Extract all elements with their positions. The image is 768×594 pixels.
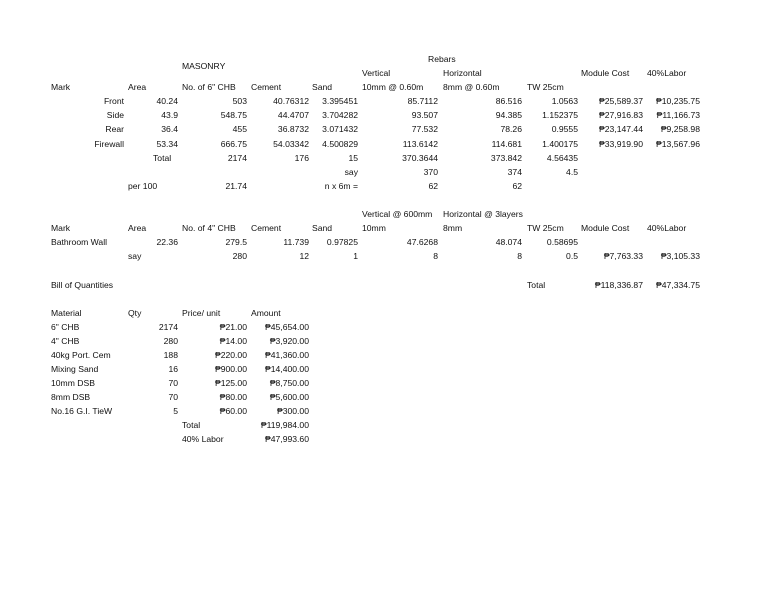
n-x-6m-label: n x 6m = — [324, 181, 358, 191]
boq-amount: ₱8,750.00 — [269, 378, 309, 388]
per-100-chb: 21.74 — [225, 181, 247, 191]
row-module-cost: ₱27,916.83 — [599, 110, 643, 120]
mark-header: Mark — [51, 223, 71, 233]
say-vertical: 8 — [433, 251, 438, 261]
total-label: Total — [153, 153, 172, 163]
row-cement: 44.4707 — [277, 110, 309, 120]
vertical-10mm-header: 10mm — [362, 223, 386, 233]
row-tw: 1.0563 — [551, 96, 578, 106]
total-cement: 176 — [294, 153, 309, 163]
row-horizontal: 114.681 — [491, 139, 522, 149]
boq-price: ₱21.00 — [219, 322, 247, 332]
row-sand: 3.704282 — [322, 110, 358, 120]
total-vertical: 370.3644 — [402, 153, 438, 163]
per-100-vertical: 62 — [428, 181, 438, 191]
say-horizontal: 8 — [517, 251, 522, 261]
row-vertical: 113.6142 — [402, 139, 438, 149]
boq-material: 8mm DSB — [51, 392, 91, 402]
total-sand: 15 — [348, 153, 358, 163]
horizontal-header: Horizontal — [443, 68, 482, 78]
row-labor: ₱9,258.98 — [660, 124, 700, 134]
bathroom-cement: 11.739 — [283, 237, 309, 247]
say-chb: 280 — [232, 251, 247, 261]
boq-price: ₱60.00 — [219, 406, 247, 416]
masonry-header: MASONRY — [182, 61, 226, 71]
total-tw: 4.56435 — [546, 153, 578, 163]
horizontal-8mm-header: 8mm — [443, 223, 463, 233]
labor-header: 40%Labor — [647, 223, 687, 233]
boq-qty: 188 — [163, 350, 178, 360]
say-horizontal: 374 — [507, 167, 522, 177]
row-area: 40.24 — [156, 96, 178, 106]
rebars-header: Rebars — [428, 54, 456, 64]
row-area: 53.34 — [156, 139, 178, 149]
bathroom-module-cost: ₱7,763.33 — [603, 251, 643, 261]
labor-header: 40%Labor — [647, 68, 687, 78]
boq-amount: ₱3,920.00 — [269, 336, 309, 346]
sand-header: Sand — [312, 223, 333, 233]
row-mark: Side — [106, 110, 124, 120]
row-labor: ₱13,567.96 — [656, 139, 700, 149]
say-label: say — [344, 167, 358, 177]
row-sand: 3.071432 — [322, 124, 358, 134]
bathroom-labor: ₱3,105.33 — [660, 251, 700, 261]
boq-price: ₱125.00 — [214, 378, 247, 388]
row-sand: 3.395451 — [322, 96, 358, 106]
row-area: 36.4 — [161, 124, 178, 134]
row-sand: 4.500829 — [322, 139, 358, 149]
row-labor: ₱10,235.75 — [656, 96, 700, 106]
total-chb: 2174 — [227, 153, 247, 163]
row-cement: 36.8732 — [277, 124, 309, 134]
grand-total-labor: ₱47,334.75 — [656, 280, 700, 290]
bathroom-chb: 279.5 — [225, 237, 247, 247]
bathroom-sand: 0.97825 — [326, 237, 358, 247]
cement-header: Cement — [251, 82, 282, 92]
row-tw: 0.9555 — [551, 124, 578, 134]
boq-amount: ₱41,360.00 — [265, 350, 309, 360]
say-vertical: 370 — [423, 167, 438, 177]
row-module-cost: ₱33,919.90 — [599, 139, 643, 149]
row-module-cost: ₱23,147.44 — [599, 124, 643, 134]
boq-title: Bill of Quantities — [51, 280, 114, 290]
chb4-header: No. of 4" CHB — [182, 223, 236, 233]
qty-header: Qty — [128, 308, 142, 318]
row-mark: Rear — [105, 124, 124, 134]
vertical-600mm-header: Vertical @ 600mm — [362, 209, 433, 219]
vertical-10mm-header: 10mm @ 0.60m — [362, 82, 424, 92]
module-cost-header: Module Cost — [581, 68, 630, 78]
bathroom-horizontal: 48.074 — [495, 237, 522, 247]
amount-header: Amount — [251, 308, 281, 318]
row-horizontal: 94.385 — [495, 110, 522, 120]
boq-amount: ₱14,400.00 — [265, 364, 309, 374]
boq-material: Mixing Sand — [51, 364, 99, 374]
tw-header: TW 25cm — [527, 82, 564, 92]
row-mark: Front — [103, 96, 124, 106]
boq-price: ₱80.00 — [219, 392, 247, 402]
boq-qty: 2174 — [158, 322, 178, 332]
boq-qty: 16 — [168, 364, 178, 374]
cement-header: Cement — [251, 223, 282, 233]
bathroom-vertical: 47.6268 — [406, 237, 438, 247]
boq-price: ₱220.00 — [214, 350, 247, 360]
row-vertical: 85.7112 — [407, 96, 438, 106]
module-cost-header: Module Cost — [581, 223, 630, 233]
row-vertical: 93.507 — [411, 110, 438, 120]
row-chb: 455 — [232, 124, 247, 134]
boq-material: 4" CHB — [51, 336, 80, 346]
grand-total-label: Total — [527, 280, 546, 290]
per-100-horizontal: 62 — [512, 181, 522, 191]
boq-price: ₱900.00 — [214, 364, 247, 374]
area-header: Area — [128, 223, 147, 233]
row-horizontal: 86.516 — [495, 96, 522, 106]
boq-material: No.16 G.I. TieW — [51, 406, 113, 416]
row-vertical: 77.532 — [411, 124, 438, 134]
boq-total-label: Total — [182, 420, 201, 430]
boq-amount: ₱45,654.00 — [265, 322, 309, 332]
per-100-label: per 100 — [128, 181, 158, 191]
say-cement: 12 — [299, 251, 309, 261]
boq-total-amount: ₱119,984.00 — [260, 420, 309, 430]
boq-labor-label: 40% Labor — [182, 434, 224, 444]
boq-qty: 70 — [168, 392, 178, 402]
price-header: Price/ unit — [182, 308, 221, 318]
boq-material: 10mm DSB — [51, 378, 95, 388]
boq-amount: ₱5,600.00 — [269, 392, 309, 402]
row-chb: 548.75 — [220, 110, 247, 120]
boq-qty: 5 — [173, 406, 178, 416]
row-module-cost: ₱25,589.37 — [599, 96, 643, 106]
boq-labor-amount: ₱47,993.60 — [265, 434, 309, 444]
row-chb: 666.75 — [220, 139, 247, 149]
horizontal-3layers-header: Horizontal @ 3layers — [443, 209, 523, 219]
bathroom-area: 22.36 — [156, 237, 178, 247]
boq-amount: ₱300.00 — [276, 406, 309, 416]
row-cement: 40.76312 — [273, 96, 309, 106]
row-mark: Firewall — [94, 139, 124, 149]
say-tw: 4.5 — [566, 167, 578, 177]
mark-header: Mark — [51, 82, 71, 92]
boq-qty: 70 — [168, 378, 178, 388]
chb6-header: No. of 6" CHB — [182, 82, 236, 92]
sand-header: Sand — [312, 82, 333, 92]
tw-header: TW 25cm — [527, 223, 564, 233]
area-header: Area — [128, 82, 147, 92]
row-labor: ₱11,166.73 — [656, 110, 700, 120]
row-tw: 1.152375 — [542, 110, 578, 120]
boq-price: ₱14.00 — [219, 336, 247, 346]
bathroom-tw: 0.58695 — [546, 237, 578, 247]
row-horizontal: 78.26 — [500, 124, 522, 134]
boq-qty: 280 — [163, 336, 178, 346]
bathroom-wall-label: Bathroom Wall — [51, 237, 108, 247]
say-label: say — [128, 251, 142, 261]
vertical-header: Vertical — [362, 68, 391, 78]
row-tw: 1.400175 — [542, 139, 578, 149]
horizontal-8mm-header: 8mm @ 0.60m — [443, 82, 500, 92]
boq-material: 40kg Port. Cem — [51, 350, 111, 360]
boq-material: 6" CHB — [51, 322, 80, 332]
row-chb: 503 — [232, 96, 247, 106]
material-header: Material — [51, 308, 82, 318]
row-cement: 54.03342 — [273, 139, 309, 149]
total-horizontal: 373.842 — [490, 153, 522, 163]
say-sand: 1 — [353, 251, 358, 261]
row-area: 43.9 — [161, 110, 178, 120]
say-tw: 0.5 — [566, 251, 578, 261]
grand-total-cost: ₱118,336.87 — [594, 280, 643, 290]
